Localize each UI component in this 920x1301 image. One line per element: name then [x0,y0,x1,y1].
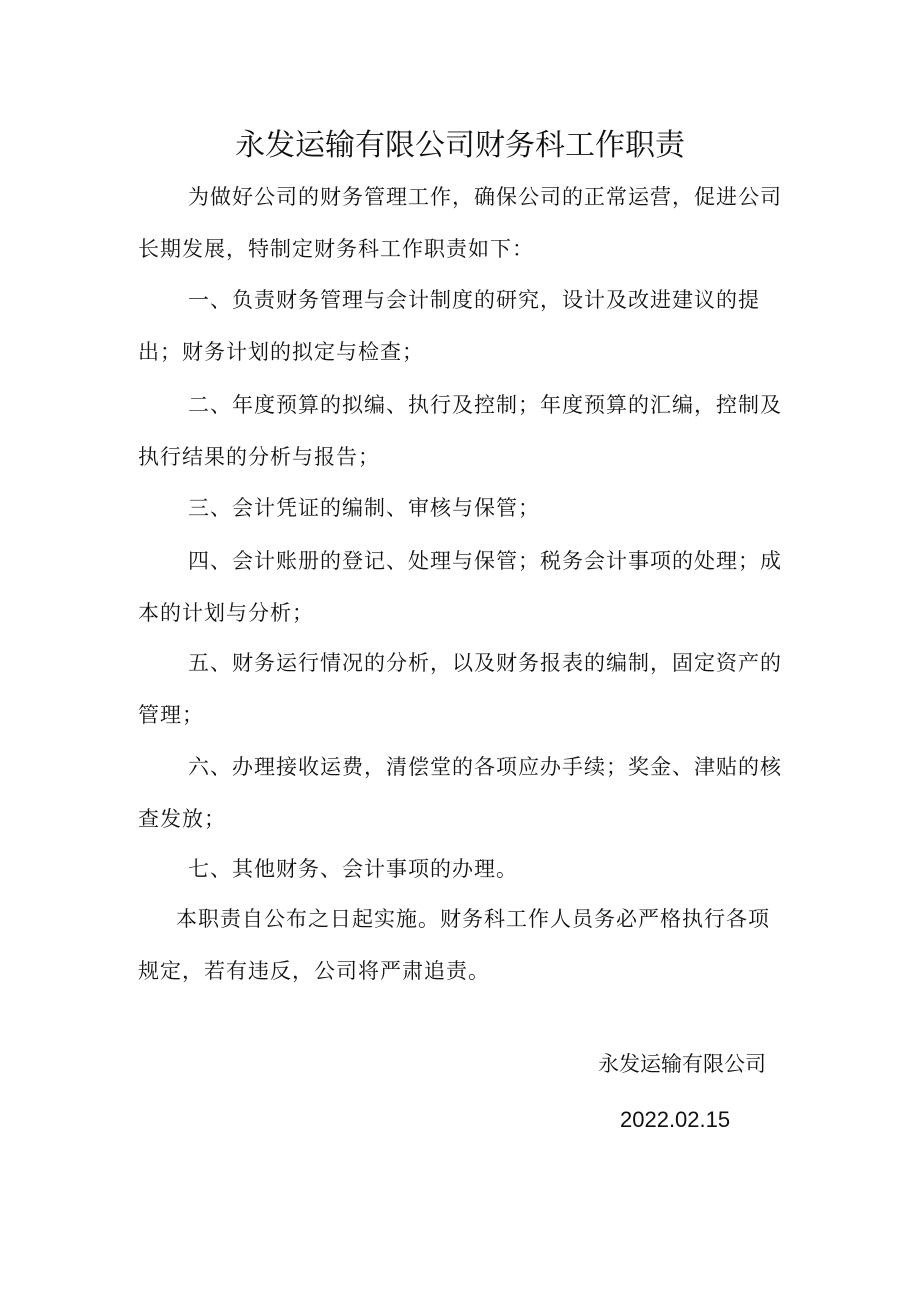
intro-paragraph: 为做好公司的财务管理工作，确保公司的正常运营，促进公司长期发展，特制定财务科工作职责如下： [138,185,782,261]
document-title: 永发运输有限公司财务科工作职责 [235,128,685,163]
closing-paragraph: 本职责自公布之日起实施。财务科工作人员务必严格执行各项规定，若有违反，公司将严肃追责。 [138,907,770,983]
signature-date: 2022.02.15 [620,1107,731,1132]
duty-item-1: 一、负责财务管理与会计制度的研究，设计及改进建议的提出；财务计划的拟定与检查； [138,288,760,364]
duty-item-3: 三、会计凭证的编制、审核与保管； [188,496,540,520]
duty-item-4: 四、会计账册的登记、处理与保管；税务会计事项的处理；成本的计划与分析； [138,549,782,625]
duty-item-2: 二、年度预算的拟编、执行及控制；年度预算的汇编，控制及执行结果的分析与报告； [138,393,782,469]
signature-company: 永发运输有限公司 [598,1052,766,1076]
duty-item-5: 五、财务运行情况的分析，以及财务报表的编制，固定资产的管理； [138,651,782,727]
duty-item-7: 七、其他财务、会计事项的办理。 [188,857,518,881]
duty-item-6: 六、办理接收运费，清偿堂的各项应办手续；奖金、津贴的核查发放； [138,755,782,831]
